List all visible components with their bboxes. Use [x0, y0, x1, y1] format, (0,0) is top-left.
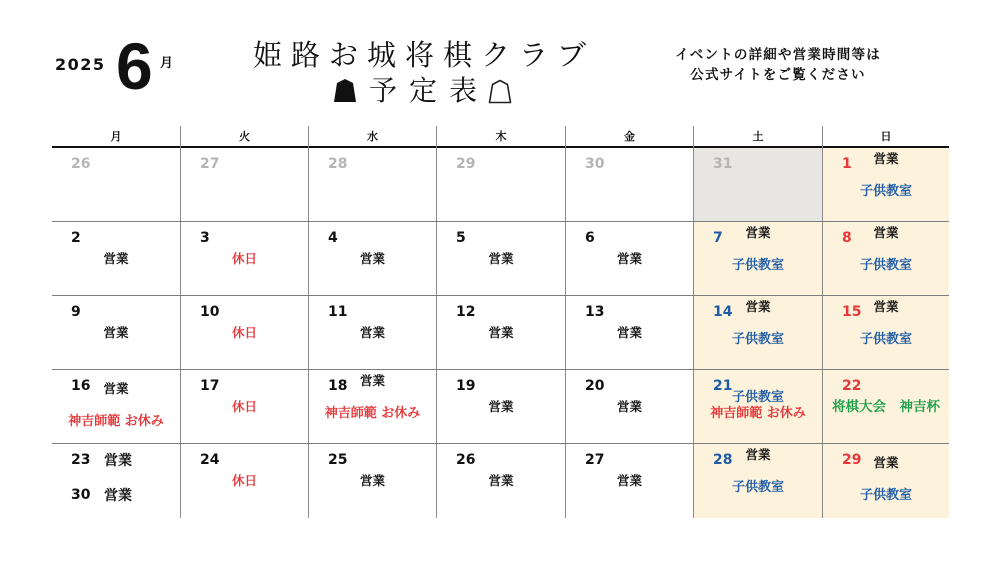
status-label-second: 営業: [104, 488, 132, 504]
schedule-subtitle: 予定表: [369, 74, 490, 107]
weekday-header-row: [52, 126, 949, 148]
day-cell-jun-10: [180, 296, 308, 369]
event-label: 子供教室: [731, 390, 784, 405]
event-label: 子供教室: [859, 488, 912, 503]
day-number: 20: [585, 378, 605, 394]
status-label: 営業: [616, 251, 642, 266]
status-label: 営業: [873, 299, 899, 314]
status-label: 営業: [745, 299, 771, 314]
day-cell-jun-4: [308, 222, 436, 295]
week-row-4: [52, 370, 949, 444]
day-number: 2: [71, 230, 81, 246]
day-number: 28: [713, 452, 733, 468]
status-label: 営業: [488, 399, 514, 414]
calendar: [52, 126, 949, 518]
status-label: 営業: [103, 251, 129, 266]
day-cell-jun-16: [52, 370, 180, 443]
event-label: 子供教室: [731, 332, 784, 347]
day-cell-jun-14: [693, 296, 822, 369]
status-label: 営業: [488, 473, 514, 488]
day-number: 10: [200, 304, 220, 320]
day-cell-jun-15: [822, 296, 949, 369]
day-number: 26: [456, 452, 476, 468]
day-number: 22: [842, 378, 862, 394]
status-label: 営業: [104, 453, 132, 469]
status-label: 営業: [745, 225, 771, 240]
day-number: 1: [842, 156, 852, 172]
day-number: 17: [200, 378, 220, 394]
day-cell-jun-17: [180, 370, 308, 443]
status-label: 営業: [873, 455, 899, 470]
day-cell-jun-5: [436, 222, 565, 295]
day-cell-jun-25: [308, 444, 436, 518]
notice-line-2: 公式サイトをご覧ください: [690, 67, 866, 83]
status-label: 営業: [103, 325, 129, 340]
website-notice: [655, 45, 901, 85]
day-number: 14: [713, 304, 733, 320]
note-label: 神吉師範 お休み: [710, 406, 806, 421]
day-number: 7: [713, 230, 723, 246]
day-cell-jun-6: [565, 222, 693, 295]
weekday-sat: 土: [693, 126, 822, 148]
day-cell-jun-12: [436, 296, 565, 369]
day-cell-jun-21: [693, 370, 822, 443]
shogi-piece-outline-icon: [488, 79, 512, 104]
day-number: 4: [328, 230, 338, 246]
day-number: 16: [71, 378, 91, 394]
event-label: 子供教室: [859, 332, 912, 347]
weekday-fri: 金: [565, 126, 693, 148]
event-label: 子供教室: [731, 258, 784, 273]
notice-line-1: イベントの詳細や営業時間等は: [675, 47, 881, 63]
note-label: 神吉師範 お休み: [68, 414, 164, 429]
day-cell-jun-7: [693, 222, 822, 295]
weekday-tue: 火: [180, 126, 308, 148]
event-label: 子供教室: [859, 258, 912, 273]
day-cell-may-28: [308, 148, 436, 221]
day-number-second: 30: [71, 487, 91, 503]
day-number: 8: [842, 230, 852, 246]
status-label: 営業: [873, 225, 899, 240]
month-number: 6: [116, 29, 153, 103]
shogi-piece-filled-icon: [333, 78, 357, 103]
day-cell-jun-18: [308, 370, 436, 443]
weekday-sun: 日: [822, 126, 949, 148]
day-number: 21: [713, 378, 733, 394]
day-cell-jun-28: [693, 444, 822, 518]
day-number: 9: [71, 304, 81, 320]
day-cell-jun-24: [180, 444, 308, 518]
day-cell-jun-22: [822, 370, 949, 443]
day-number: 12: [456, 304, 476, 320]
day-cell-may-29: [436, 148, 565, 221]
day-cell-may-26: [52, 148, 180, 221]
year-label: 2025: [55, 55, 106, 74]
day-cell-jun-3: [180, 222, 308, 295]
day-cell-jun-9: [52, 296, 180, 369]
status-label: 営業: [616, 473, 642, 488]
status-label: 営業: [616, 325, 642, 340]
day-number: 3: [200, 230, 210, 246]
status-label: 営業: [616, 399, 642, 414]
week-row-5: [52, 444, 949, 518]
day-number: 29: [842, 452, 862, 468]
day-number: 25: [328, 452, 348, 468]
weekday-wed: 水: [308, 126, 436, 148]
day-cell-jun-20: [565, 370, 693, 443]
weekday-thu: 木: [436, 126, 565, 148]
day-number: 29: [456, 156, 476, 172]
status-label: 休日: [231, 473, 257, 488]
week-row-3: [52, 296, 949, 370]
status-label: 営業: [103, 381, 129, 396]
day-number: 24: [200, 452, 220, 468]
day-number: 31: [713, 156, 733, 172]
day-cell-jun-27: [565, 444, 693, 518]
weekday-mon: 月: [110, 130, 122, 143]
day-number: 23: [71, 452, 91, 468]
day-number: 27: [585, 452, 605, 468]
status-label: 営業: [359, 473, 385, 488]
week-row-2: [52, 222, 949, 296]
note-label: 神吉師範 お休み: [324, 406, 421, 421]
status-label: 営業: [745, 447, 771, 462]
status-label: 営業: [873, 151, 899, 166]
day-cell-jun-29: [822, 444, 949, 518]
day-cell-may-30: [565, 148, 693, 221]
day-number: 19: [456, 378, 476, 394]
club-title: 姫路お城将棋クラブ: [253, 38, 596, 72]
status-label: 営業: [359, 373, 385, 388]
day-number: 5: [456, 230, 466, 246]
day-cell-jun-11: [308, 296, 436, 369]
status-label: 休日: [231, 399, 257, 414]
day-number: 13: [585, 304, 605, 320]
day-number: 15: [842, 304, 862, 320]
day-number: 27: [200, 156, 220, 172]
day-cell-jun-13: [565, 296, 693, 369]
day-cell-jun-8: [822, 222, 949, 295]
tournament-label: 将棋大会 神吉杯: [832, 399, 940, 415]
day-cell-jun-2: [52, 222, 180, 295]
week-row-1: [52, 148, 949, 222]
day-cell-jun-23-30: [52, 444, 180, 518]
month-unit-label: 月: [160, 56, 174, 71]
event-label: 子供教室: [859, 184, 912, 199]
day-number: 11: [328, 304, 348, 320]
status-label: 営業: [359, 325, 385, 340]
day-number: 18: [328, 378, 348, 394]
status-label: 営業: [488, 251, 514, 266]
day-number: 30: [585, 156, 605, 172]
status-label: 営業: [488, 325, 514, 340]
day-cell-jun-26: [436, 444, 565, 518]
day-cell-jun-19: [436, 370, 565, 443]
event-label: 子供教室: [731, 480, 784, 495]
status-label: 休日: [231, 251, 257, 266]
day-cell-may-27: [180, 148, 308, 221]
day-cell-jun-1: [822, 148, 949, 221]
status-label: 営業: [359, 251, 385, 266]
day-number: 28: [328, 156, 348, 172]
status-label: 休日: [231, 325, 257, 340]
day-number: 26: [71, 156, 91, 172]
day-cell-may-31: [693, 148, 822, 221]
day-number: 6: [585, 230, 595, 246]
